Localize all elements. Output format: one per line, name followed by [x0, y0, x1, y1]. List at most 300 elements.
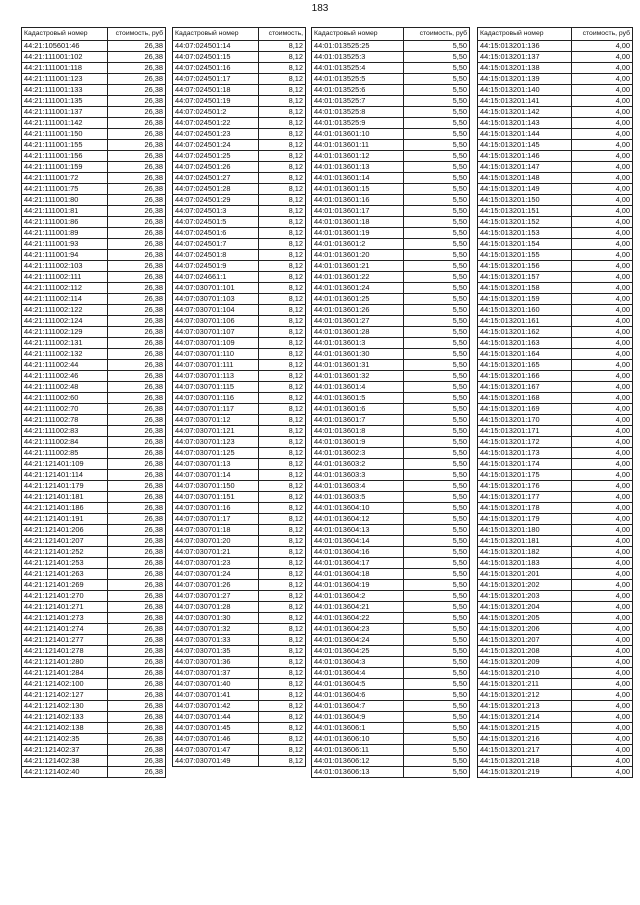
- cost-cell: 8,12: [259, 228, 306, 239]
- cost-cell: 4,00: [572, 195, 633, 206]
- table-row: [312, 184, 470, 195]
- cost-cell: 8,12: [259, 360, 306, 371]
- cost-cell: 26,38: [108, 195, 166, 206]
- table-row: [22, 316, 166, 327]
- table-row: [312, 151, 470, 162]
- table-row: [478, 481, 633, 492]
- table-row: [22, 745, 166, 756]
- table-row: [312, 261, 470, 272]
- cost-cell: 26,38: [108, 492, 166, 503]
- cost-cell: 26,38: [108, 646, 166, 657]
- cadastral-number-cell: 44:01:013603:5: [312, 492, 404, 503]
- cost-cell: 8,12: [259, 536, 306, 547]
- cadastral-number-cell: 44:01:013604:5: [312, 679, 404, 690]
- table-row: [478, 173, 633, 184]
- cadastral-number-cell: 44:15:013201:157: [478, 272, 572, 283]
- cost-cell: 5,50: [404, 723, 470, 734]
- cadastral-number-cell: 44:15:013201:216: [478, 734, 572, 745]
- table-row: [22, 162, 166, 173]
- cost-cell: 5,50: [404, 151, 470, 162]
- cadastral-number-cell: 44:21:111002:124: [22, 316, 108, 327]
- table-row: [22, 679, 166, 690]
- table-row: [478, 580, 633, 591]
- cadastral-number-cell: 44:01:013606:13: [312, 767, 404, 778]
- table-row: [478, 195, 633, 206]
- table-row: [478, 140, 633, 151]
- cost-cell: 5,50: [404, 756, 470, 767]
- cadastral-number-cell: 44:01:013601:12: [312, 151, 404, 162]
- table-row: [22, 206, 166, 217]
- cost-cell: 8,12: [259, 448, 306, 459]
- cost-cell: 8,12: [259, 437, 306, 448]
- table-row: [312, 250, 470, 261]
- header-cost: стоимость, руб: [108, 28, 166, 41]
- table-row: [173, 580, 306, 591]
- table-row: [478, 635, 633, 646]
- cost-cell: 4,00: [572, 690, 633, 701]
- cost-cell: 26,38: [108, 206, 166, 217]
- table-row: [478, 151, 633, 162]
- cost-cell: 26,38: [108, 239, 166, 250]
- cadastral-number-cell: 44:07:030701:13: [173, 459, 259, 470]
- cost-cell: 8,12: [259, 646, 306, 657]
- table-row: [478, 118, 633, 129]
- cost-cell: 8,12: [259, 514, 306, 525]
- cadastral-number-cell: 44:15:013201:205: [478, 613, 572, 624]
- cost-cell: 5,50: [404, 514, 470, 525]
- cadastral-number-cell: 44:15:013201:217: [478, 745, 572, 756]
- table-row: [312, 767, 470, 778]
- cost-cell: 8,12: [259, 525, 306, 536]
- cadastral-number-cell: 44:15:013201:165: [478, 360, 572, 371]
- table-row: [173, 646, 306, 657]
- table-row: [173, 272, 306, 283]
- cost-cell: 4,00: [572, 305, 633, 316]
- cadastral-number-cell: 44:15:013201:141: [478, 96, 572, 107]
- table-row: [478, 107, 633, 118]
- cost-cell: 8,12: [259, 349, 306, 360]
- cadastral-number-cell: 44:21:111002:83: [22, 426, 108, 437]
- cadastral-number-cell: 44:01:013604:3: [312, 657, 404, 668]
- cost-cell: 5,50: [404, 613, 470, 624]
- cadastral-number-cell: 44:15:013201:167: [478, 382, 572, 393]
- table-row: [312, 107, 470, 118]
- cost-cell: 8,12: [259, 151, 306, 162]
- table-row: [173, 613, 306, 624]
- table-row: [312, 690, 470, 701]
- cadastral-number-cell: 44:15:013201:179: [478, 514, 572, 525]
- cadastral-number-cell: 44:21:111002:129: [22, 327, 108, 338]
- cost-cell: 26,38: [108, 228, 166, 239]
- cadastral-number-cell: 44:15:013201:206: [478, 624, 572, 635]
- cost-cell: 8,12: [259, 580, 306, 591]
- table-row: [173, 745, 306, 756]
- cadastral-number-cell: 44:21:121402:127: [22, 690, 108, 701]
- cadastral-number-cell: 44:01:013601:9: [312, 437, 404, 448]
- cadastral-number-cell: 44:15:013201:138: [478, 63, 572, 74]
- cadastral-number-cell: 44:07:030701:115: [173, 382, 259, 393]
- cadastral-number-cell: 44:01:013601:3: [312, 338, 404, 349]
- cost-cell: 26,38: [108, 635, 166, 646]
- table-row: [478, 646, 633, 657]
- cadastral-number-cell: 44:01:013603:4: [312, 481, 404, 492]
- cadastral-number-cell: 44:15:013201:148: [478, 173, 572, 184]
- table-row: [173, 52, 306, 63]
- table-row: [478, 404, 633, 415]
- cadastral-number-cell: 44:15:013201:203: [478, 591, 572, 602]
- table-row: [173, 756, 306, 767]
- table-row: [22, 250, 166, 261]
- cost-cell: 5,50: [404, 140, 470, 151]
- cost-cell: 8,12: [259, 107, 306, 118]
- cost-cell: 26,38: [108, 371, 166, 382]
- table-row: [312, 734, 470, 745]
- cost-cell: 5,50: [404, 195, 470, 206]
- cost-cell: 4,00: [572, 107, 633, 118]
- cost-cell: 8,12: [259, 712, 306, 723]
- cadastral-number-cell: 44:15:013201:218: [478, 756, 572, 767]
- cost-cell: 4,00: [572, 250, 633, 261]
- cadastral-number-cell: 44:07:030701:47: [173, 745, 259, 756]
- table-row: [22, 448, 166, 459]
- table-row: [478, 470, 633, 481]
- cadastral-number-cell: 44:15:013201:145: [478, 140, 572, 151]
- cadastral-number-cell: 44:01:013601:20: [312, 250, 404, 261]
- cadastral-table-4: [477, 27, 633, 778]
- cost-cell: 26,38: [108, 767, 166, 778]
- cost-cell: 5,50: [404, 283, 470, 294]
- cadastral-number-cell: 44:01:013525:9: [312, 118, 404, 129]
- cost-cell: 8,12: [259, 327, 306, 338]
- table-row: [478, 745, 633, 756]
- cadastral-number-cell: 44:01:013604:23: [312, 624, 404, 635]
- cadastral-number-cell: 44:21:111002:103: [22, 261, 108, 272]
- table-row: [312, 492, 470, 503]
- table-row: [22, 184, 166, 195]
- cadastral-number-cell: 44:01:013601:28: [312, 327, 404, 338]
- cadastral-number-cell: 44:07:030701:30: [173, 613, 259, 624]
- cost-cell: 8,12: [259, 371, 306, 382]
- cadastral-number-cell: 44:15:013201:158: [478, 283, 572, 294]
- cost-cell: 26,38: [108, 690, 166, 701]
- cadastral-number-cell: 44:07:030701:106: [173, 316, 259, 327]
- cadastral-number-cell: 44:07:024501:9: [173, 261, 259, 272]
- table-row: [22, 558, 166, 569]
- cost-cell: 4,00: [572, 536, 633, 547]
- cadastral-number-cell: 44:07:024501:7: [173, 239, 259, 250]
- cadastral-number-cell: 44:21:121402:138: [22, 723, 108, 734]
- cadastral-number-cell: 44:07:030701:24: [173, 569, 259, 580]
- table-row: [173, 96, 306, 107]
- cadastral-number-cell: 44:01:013604:9: [312, 712, 404, 723]
- cadastral-number-cell: 44:15:013201:176: [478, 481, 572, 492]
- table-row: [173, 415, 306, 426]
- cadastral-number-cell: 44:07:024501:27: [173, 173, 259, 184]
- cost-cell: 26,38: [108, 360, 166, 371]
- cost-cell: 8,12: [259, 63, 306, 74]
- cost-cell: 8,12: [259, 668, 306, 679]
- table-row: [312, 624, 470, 635]
- table-row: [22, 272, 166, 283]
- cadastral-number-cell: 44:15:013201:166: [478, 371, 572, 382]
- table-row: [173, 525, 306, 536]
- cadastral-number-cell: 44:01:013601:19: [312, 228, 404, 239]
- table-row: [173, 514, 306, 525]
- table-row: [22, 118, 166, 129]
- cadastral-tables: [0, 27, 640, 883]
- page-number: 183: [311, 3, 329, 14]
- cost-cell: 8,12: [259, 173, 306, 184]
- table-row: [173, 206, 306, 217]
- table-body: [173, 41, 306, 767]
- cost-cell: 4,00: [572, 756, 633, 767]
- cost-cell: 26,38: [108, 734, 166, 745]
- cost-cell: 8,12: [259, 261, 306, 272]
- cadastral-number-cell: 44:01:013601:8: [312, 426, 404, 437]
- cost-cell: 26,38: [108, 393, 166, 404]
- table-row: [173, 679, 306, 690]
- cost-cell: 4,00: [572, 492, 633, 503]
- table-row: [312, 327, 470, 338]
- table-row: [173, 250, 306, 261]
- cadastral-number-cell: 44:01:013604:17: [312, 558, 404, 569]
- cadastral-number-cell: 44:01:013525:5: [312, 74, 404, 85]
- table-row: [478, 360, 633, 371]
- cadastral-number-cell: 44:07:024501:14: [173, 41, 259, 52]
- table-body: [22, 41, 166, 778]
- cadastral-number-cell: 44:07:030701:111: [173, 360, 259, 371]
- table-row: [312, 580, 470, 591]
- cadastral-number-cell: 44:07:030701:104: [173, 305, 259, 316]
- cadastral-number-cell: 44:21:121402:100: [22, 679, 108, 690]
- cost-cell: 26,38: [108, 129, 166, 140]
- cadastral-number-cell: 44:01:013604:16: [312, 547, 404, 558]
- cadastral-number-cell: 44:21:111001:123: [22, 74, 108, 85]
- table-row: [312, 272, 470, 283]
- table-row: [173, 151, 306, 162]
- table-row: [22, 646, 166, 657]
- cadastral-number-cell: 44:07:030701:117: [173, 404, 259, 415]
- table-row: [312, 382, 470, 393]
- cost-cell: 8,12: [259, 217, 306, 228]
- table-row: [173, 448, 306, 459]
- cost-cell: 4,00: [572, 206, 633, 217]
- cadastral-number-cell: 44:15:013201:207: [478, 635, 572, 646]
- table-row: [312, 371, 470, 382]
- cost-cell: 4,00: [572, 712, 633, 723]
- cost-cell: 4,00: [572, 646, 633, 657]
- table-row: [312, 701, 470, 712]
- table-row: [22, 327, 166, 338]
- cadastral-number-cell: 44:15:013201:204: [478, 602, 572, 613]
- table-row: [173, 107, 306, 118]
- table-row: [478, 250, 633, 261]
- cost-cell: 5,50: [404, 591, 470, 602]
- table-row: [173, 404, 306, 415]
- table-row: [478, 228, 633, 239]
- header-cadastral-number: Кадастровый номер: [312, 28, 404, 41]
- table-row: [22, 536, 166, 547]
- cost-cell: 5,50: [404, 536, 470, 547]
- table-row: [173, 536, 306, 547]
- cadastral-number-cell: 44:15:013201:160: [478, 305, 572, 316]
- cadastral-number-cell: 44:15:013201:168: [478, 393, 572, 404]
- cost-cell: 4,00: [572, 481, 633, 492]
- table-row: [312, 217, 470, 228]
- table-row: [22, 349, 166, 360]
- cost-cell: 8,12: [259, 503, 306, 514]
- cost-cell: 26,38: [108, 349, 166, 360]
- table-row: [312, 514, 470, 525]
- cadastral-number-cell: 44:07:030701:21: [173, 547, 259, 558]
- cadastral-number-cell: 44:07:024501:22: [173, 118, 259, 129]
- table-row: [22, 404, 166, 415]
- header-cost: стоимость, руб: [404, 28, 470, 41]
- cadastral-number-cell: 44:15:013201:183: [478, 558, 572, 569]
- cost-cell: 5,50: [404, 448, 470, 459]
- table-row: [478, 327, 633, 338]
- cost-cell: 5,50: [404, 316, 470, 327]
- cost-cell: 4,00: [572, 338, 633, 349]
- cadastral-number-cell: 44:01:013601:26: [312, 305, 404, 316]
- table-row: [22, 228, 166, 239]
- cadastral-number-cell: 44:21:105601:46: [22, 41, 108, 52]
- cadastral-number-cell: 44:15:013201:172: [478, 437, 572, 448]
- cadastral-number-cell: 44:21:121401:280: [22, 657, 108, 668]
- cost-cell: 26,38: [108, 41, 166, 52]
- cost-cell: 4,00: [572, 635, 633, 646]
- table-row: [312, 745, 470, 756]
- cost-cell: 4,00: [572, 657, 633, 668]
- table-row: [173, 129, 306, 140]
- cadastral-number-cell: 44:15:013201:202: [478, 580, 572, 591]
- cadastral-number-cell: 44:01:013606:11: [312, 745, 404, 756]
- cadastral-number-cell: 44:21:111001:102: [22, 52, 108, 63]
- cost-cell: 4,00: [572, 283, 633, 294]
- cost-cell: 4,00: [572, 613, 633, 624]
- cost-cell: 5,50: [404, 96, 470, 107]
- table-row: [478, 382, 633, 393]
- table-row: [22, 734, 166, 745]
- cadastral-number-cell: 44:15:013201:139: [478, 74, 572, 85]
- cadastral-number-cell: 44:01:013604:24: [312, 635, 404, 646]
- cadastral-number-cell: 44:21:121401:179: [22, 481, 108, 492]
- cadastral-number-cell: 44:21:111001:137: [22, 107, 108, 118]
- cost-cell: 5,50: [404, 404, 470, 415]
- cost-cell: 5,50: [404, 558, 470, 569]
- cost-cell: 5,50: [404, 569, 470, 580]
- cadastral-number-cell: 44:07:024501:8: [173, 250, 259, 261]
- table-row: [478, 558, 633, 569]
- cadastral-number-cell: 44:01:013603:3: [312, 470, 404, 481]
- cost-cell: 4,00: [572, 316, 633, 327]
- cost-cell: 4,00: [572, 404, 633, 415]
- table-row: [312, 228, 470, 239]
- table-row: [173, 437, 306, 448]
- table-row: [22, 624, 166, 635]
- table-row: [478, 85, 633, 96]
- cadastral-number-cell: 44:07:030701:27: [173, 591, 259, 602]
- cost-cell: 4,00: [572, 272, 633, 283]
- cadastral-number-cell: 44:01:013602:3: [312, 448, 404, 459]
- table-row: [478, 52, 633, 63]
- table-row: [22, 195, 166, 206]
- cadastral-number-cell: 44:15:013201:177: [478, 492, 572, 503]
- table-row: [478, 448, 633, 459]
- cost-cell: 5,50: [404, 393, 470, 404]
- cost-cell: 5,50: [404, 745, 470, 756]
- cadastral-number-cell: 44:21:121401:278: [22, 646, 108, 657]
- table-row: [312, 646, 470, 657]
- table-row: [22, 371, 166, 382]
- cadastral-number-cell: 44:15:013201:153: [478, 228, 572, 239]
- table-row: [312, 96, 470, 107]
- cadastral-number-cell: 44:07:030701:116: [173, 393, 259, 404]
- cadastral-number-cell: 44:15:013201:164: [478, 349, 572, 360]
- cadastral-number-cell: 44:01:013604:25: [312, 646, 404, 657]
- cadastral-number-cell: 44:21:111002:131: [22, 338, 108, 349]
- cost-cell: 8,12: [259, 756, 306, 767]
- cost-cell: 8,12: [259, 118, 306, 129]
- table-row: [173, 459, 306, 470]
- table-row: [478, 602, 633, 613]
- table-row: [478, 525, 633, 536]
- cost-cell: 26,38: [108, 404, 166, 415]
- table-row: [312, 558, 470, 569]
- cadastral-number-cell: 44:07:030701:101: [173, 283, 259, 294]
- table-row: [312, 470, 470, 481]
- table-row: [22, 96, 166, 107]
- table-row: [312, 723, 470, 734]
- cadastral-number-cell: 44:21:121401:181: [22, 492, 108, 503]
- cadastral-number-cell: 44:15:013201:178: [478, 503, 572, 514]
- cost-cell: 8,12: [259, 591, 306, 602]
- cost-cell: 4,00: [572, 228, 633, 239]
- cadastral-number-cell: 44:07:030701:150: [173, 481, 259, 492]
- table-row: [478, 690, 633, 701]
- cadastral-number-cell: 44:01:013601:11: [312, 140, 404, 151]
- table-row: [22, 173, 166, 184]
- cadastral-number-cell: 44:07:030701:110: [173, 349, 259, 360]
- table-row: [478, 74, 633, 85]
- cadastral-number-cell: 44:21:121402:38: [22, 756, 108, 767]
- table-row: [478, 272, 633, 283]
- table-row: [478, 426, 633, 437]
- cadastral-number-cell: 44:15:013201:154: [478, 239, 572, 250]
- cost-cell: 8,12: [259, 294, 306, 305]
- table-row: [173, 294, 306, 305]
- cadastral-number-cell: 44:07:024501:17: [173, 74, 259, 85]
- cost-cell: 5,50: [404, 470, 470, 481]
- cost-cell: 4,00: [572, 734, 633, 745]
- table-row: [22, 426, 166, 437]
- table-row: [478, 503, 633, 514]
- cost-cell: 26,38: [108, 316, 166, 327]
- cadastral-number-cell: 44:21:121402:133: [22, 712, 108, 723]
- cost-cell: 26,38: [108, 184, 166, 195]
- cadastral-number-cell: 44:21:111002:60: [22, 393, 108, 404]
- cost-cell: 5,50: [404, 415, 470, 426]
- cadastral-number-cell: 44:21:121402:35: [22, 734, 108, 745]
- cost-cell: 4,00: [572, 360, 633, 371]
- cadastral-number-cell: 44:07:030701:16: [173, 503, 259, 514]
- cadastral-number-cell: 44:07:024501:5: [173, 217, 259, 228]
- cost-cell: 4,00: [572, 525, 633, 536]
- cadastral-number-cell: 44:07:024661:1: [173, 272, 259, 283]
- table-header-row: [312, 28, 470, 41]
- cadastral-number-cell: 44:07:024501:18: [173, 85, 259, 96]
- cadastral-number-cell: 44:15:013201:147: [478, 162, 572, 173]
